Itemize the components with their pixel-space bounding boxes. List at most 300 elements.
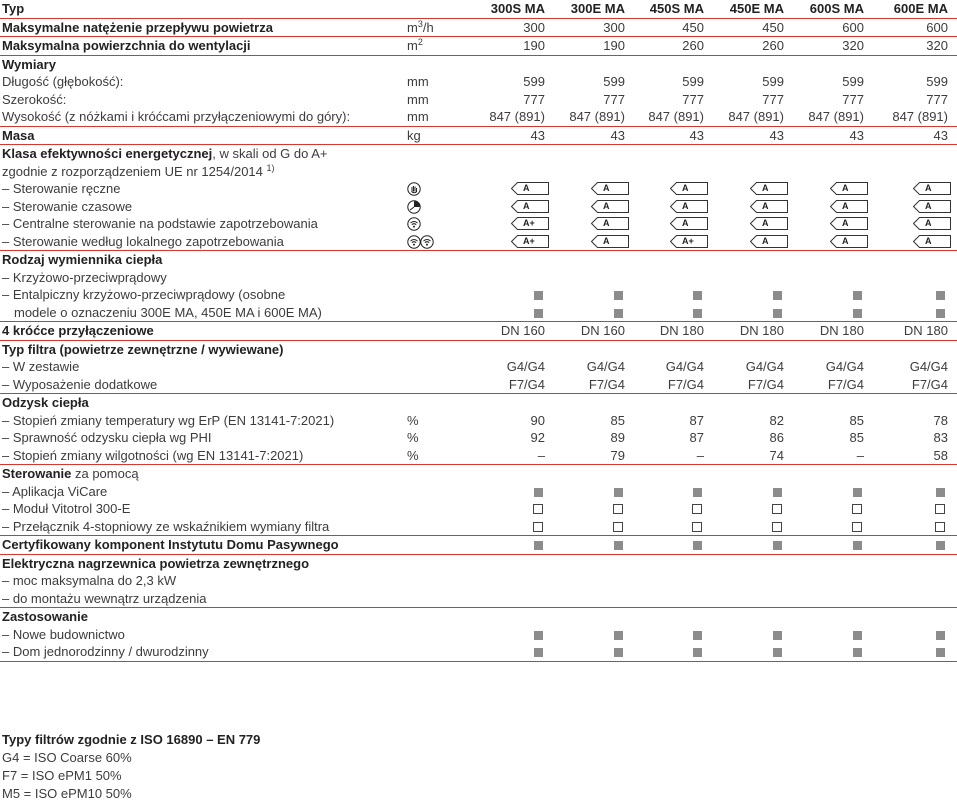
unit-exponent: 3 xyxy=(417,18,423,29)
value-cell: 847 (891) xyxy=(714,108,794,126)
filled-square-icon xyxy=(534,488,543,497)
empty-cell xyxy=(874,465,957,483)
empty-cell xyxy=(794,554,874,572)
energy-class-text: A xyxy=(762,200,769,211)
energy-label-icon xyxy=(913,217,951,230)
value-cell: 847 (891) xyxy=(475,108,555,126)
row-label: Wymiary xyxy=(2,56,56,72)
value-cell: 777 xyxy=(842,91,864,107)
unit-cell: mm xyxy=(407,91,429,107)
central-sensor-icon xyxy=(407,216,421,231)
unit-cell xyxy=(407,643,475,661)
row-label xyxy=(0,465,407,483)
value-cell: F7/G4 xyxy=(794,376,874,394)
empty-cell xyxy=(874,163,957,181)
filled-square-icon xyxy=(773,648,782,657)
row-label: modele o oznaczeniu 300E MA, 450E MA i 600E MA) xyxy=(0,304,407,322)
energy-class-text: A xyxy=(603,235,610,246)
unit-cell xyxy=(407,198,475,216)
mark-cell xyxy=(555,536,635,555)
unit-cell xyxy=(407,18,475,37)
exchanger-row xyxy=(0,304,957,322)
empty-cell xyxy=(475,608,555,626)
empty-cell xyxy=(475,251,555,269)
filter-iso-line: M5 = ISO ePM10 50% xyxy=(2,786,132,801)
dimensions-row xyxy=(0,91,957,109)
empty-square-icon xyxy=(852,504,862,514)
value-cell: 450 xyxy=(635,18,714,37)
energy-label-icon xyxy=(591,235,629,248)
mark-cell xyxy=(714,286,794,304)
row-label xyxy=(0,145,407,163)
empty-cell xyxy=(635,145,714,163)
row-label: – Nowe budownictwo xyxy=(2,626,125,642)
empty-cell xyxy=(407,340,475,358)
mark-cell xyxy=(475,518,555,536)
mark-cell xyxy=(874,286,957,304)
mark-cell xyxy=(874,518,957,536)
clock-control-icon xyxy=(407,199,421,214)
energy-cell xyxy=(635,215,714,233)
empty-cell xyxy=(635,465,714,483)
empty-cell xyxy=(555,163,635,181)
empty-cell xyxy=(714,145,794,163)
unit-cell: % xyxy=(407,430,419,445)
energy-class-text: A xyxy=(842,200,849,211)
empty-cell xyxy=(635,608,714,626)
row-label: – Centralne sterowanie na podstawie zapotrzebowania xyxy=(2,216,318,231)
filled-square-icon xyxy=(534,631,543,640)
value-cell: G4/G4 xyxy=(665,359,704,374)
energy-class-text: A xyxy=(603,218,610,228)
unit-cell xyxy=(407,518,475,536)
energy-label-icon xyxy=(670,200,708,213)
unit-cell: mm xyxy=(407,74,429,89)
energy-cell xyxy=(794,215,874,233)
value-cell: 89 xyxy=(610,430,625,445)
empty-cell xyxy=(407,554,475,572)
mark-cell xyxy=(555,269,635,287)
value-cell: F7/G4 xyxy=(555,376,635,394)
empty-square-icon xyxy=(692,522,702,532)
row-label: – Sterowanie ręczne xyxy=(2,181,121,196)
empty-cell xyxy=(714,465,794,483)
unit-base: m xyxy=(407,19,418,35)
row-label: Typ xyxy=(0,0,407,18)
footnote-ref: 1) xyxy=(266,162,275,173)
mark-cell xyxy=(794,536,874,555)
energy-subtitle: zgodnie z rozporządzeniem UE nr 1254/2014 xyxy=(2,163,263,179)
value-cell: 599 xyxy=(842,74,864,89)
empty-cell xyxy=(475,590,555,608)
energy-class-text: A xyxy=(762,183,769,193)
energy-label-icon xyxy=(913,200,951,213)
value-cell: 260 xyxy=(714,37,794,56)
filled-square-icon xyxy=(534,541,543,550)
control-title-bold: Sterowanie xyxy=(2,466,72,481)
unit-cell xyxy=(407,180,475,198)
row-label: Długość (głębokość): xyxy=(2,74,124,89)
mark-cell xyxy=(794,483,874,501)
value-cell: – xyxy=(475,447,555,465)
energy-class-text: A+ xyxy=(523,218,535,228)
empty-cell xyxy=(407,145,475,163)
empty-cell xyxy=(874,572,957,590)
value-cell: 599 xyxy=(603,74,625,89)
mark-cell xyxy=(555,518,635,536)
empty-square-icon xyxy=(533,522,543,532)
value-cell: 190 xyxy=(555,37,635,56)
value-cell: 86 xyxy=(769,430,784,445)
value-cell: 847 (891) xyxy=(555,108,635,126)
row-label: Maksymalne natężenie przepływu powietrza xyxy=(0,18,407,37)
control-row xyxy=(0,500,957,518)
empty-square-icon xyxy=(533,504,543,514)
unit-exponent: 2 xyxy=(417,37,423,47)
unit-cell xyxy=(407,215,475,233)
empty-cell xyxy=(635,163,714,181)
energy-row xyxy=(0,180,957,198)
heat-recovery-title-row xyxy=(0,394,957,412)
value-cell: 85 xyxy=(849,430,864,445)
row-label: Wysokość (z nóżkami i króćcami przyłączeniowymi do góry): xyxy=(0,108,407,126)
energy-class-text: A+ xyxy=(523,235,535,246)
filled-square-icon xyxy=(693,291,702,300)
energy-label-icon xyxy=(830,235,868,248)
value-cell: 300 xyxy=(555,18,635,37)
filled-square-icon xyxy=(534,309,543,318)
energy-class-text: A xyxy=(682,200,689,211)
row-label: – Sterowanie czasowe xyxy=(2,198,133,214)
filled-square-icon xyxy=(693,631,702,640)
mark-cell xyxy=(635,269,714,287)
local-sensor-icon xyxy=(407,234,435,249)
value-cell: DN 160 xyxy=(555,322,635,341)
value-cell: 43 xyxy=(714,126,794,145)
energy-cell xyxy=(475,180,555,198)
energy-cell xyxy=(874,198,957,216)
value-cell: 43 xyxy=(874,126,957,145)
empty-cell xyxy=(794,590,874,608)
mark-cell xyxy=(635,500,714,518)
value-cell: 92 xyxy=(530,430,545,445)
value-cell: 777 xyxy=(523,91,545,107)
energy-label-icon xyxy=(670,182,708,195)
empty-cell xyxy=(874,251,957,269)
mark-cell xyxy=(874,304,957,322)
energy-class-text: A xyxy=(925,200,932,211)
heat-recovery-row xyxy=(0,447,957,465)
filled-square-icon xyxy=(936,291,945,300)
control-row xyxy=(0,483,957,501)
empty-cell xyxy=(874,145,957,163)
value-cell: 599 xyxy=(926,74,948,89)
mark-cell xyxy=(794,643,874,661)
empty-cell xyxy=(475,55,555,73)
value-cell: 300 xyxy=(475,18,555,37)
energy-label-icon xyxy=(511,235,549,248)
energy-cell xyxy=(794,180,874,198)
energy-title-bold: Klasa efektywności energetycznej xyxy=(2,146,213,161)
mark-cell xyxy=(475,483,555,501)
energy-label-icon xyxy=(511,200,549,213)
row-label: – Krzyżowo-przeciwprądowy xyxy=(2,269,167,285)
row-label: Elektryczna nagrzewnica powietrza zewnętrznego xyxy=(2,555,310,571)
filter-row xyxy=(0,376,957,394)
heater-title-row xyxy=(0,554,957,572)
dimensions-row xyxy=(0,108,957,126)
mark-cell xyxy=(714,536,794,555)
energy-class-text: A xyxy=(925,218,932,228)
heat-recovery-row xyxy=(0,429,957,447)
energy-cell xyxy=(555,215,635,233)
filled-square-icon xyxy=(614,309,623,318)
value-cell: 599 xyxy=(762,74,784,89)
mark-cell xyxy=(794,269,874,287)
empty-cell xyxy=(794,608,874,626)
energy-class-text: A xyxy=(523,183,530,193)
energy-class-text: A xyxy=(842,218,849,228)
energy-cell xyxy=(714,198,794,216)
filled-square-icon xyxy=(853,648,862,657)
energy-class-text: A xyxy=(603,200,610,211)
heat-recovery-row xyxy=(0,412,957,430)
energy-subtitle-row xyxy=(0,163,957,181)
filled-square-icon xyxy=(773,309,782,318)
filled-square-icon xyxy=(773,541,782,550)
energy-cell xyxy=(475,215,555,233)
filled-square-icon xyxy=(853,309,862,318)
row-label xyxy=(0,163,407,181)
energy-class-text: A xyxy=(842,235,849,246)
filter-iso-title: Typy filtrów zgodnie z ISO 16890 – EN 779 xyxy=(2,732,261,747)
row-label: Zastosowanie xyxy=(2,609,88,624)
filled-square-icon xyxy=(773,291,782,300)
energy-cell xyxy=(555,180,635,198)
energy-cell xyxy=(714,215,794,233)
energy-cell xyxy=(635,198,714,216)
mark-cell xyxy=(874,500,957,518)
unit-cell xyxy=(407,286,475,304)
empty-cell xyxy=(874,340,957,358)
energy-cell xyxy=(635,233,714,251)
empty-cell xyxy=(794,145,874,163)
empty-square-icon xyxy=(852,522,862,532)
row-label: – Aplikacja ViCare xyxy=(2,483,108,499)
empty-cell xyxy=(874,608,957,626)
mark-cell xyxy=(475,500,555,518)
mass-row xyxy=(0,126,957,145)
empty-cell xyxy=(555,340,635,358)
mark-cell xyxy=(475,626,555,644)
filled-square-icon xyxy=(853,291,862,300)
empty-square-icon xyxy=(692,504,702,514)
filter-iso-legend xyxy=(2,731,260,803)
empty-cell xyxy=(714,55,794,73)
empty-cell xyxy=(794,465,874,483)
energy-label-icon xyxy=(591,200,629,213)
energy-label-icon xyxy=(830,217,868,230)
unit-cell xyxy=(407,304,475,322)
row-label: – Moduł Vitotrol 300-E xyxy=(2,501,131,516)
mark-cell xyxy=(475,269,555,287)
empty-cell xyxy=(635,394,714,412)
row-label: Certyfikowany komponent Instytutu Domu Pasywnego xyxy=(0,536,407,555)
row-label: – moc maksymalna do 2,3 kW xyxy=(2,573,177,588)
mark-cell xyxy=(635,518,714,536)
filled-square-icon xyxy=(614,648,623,657)
energy-label-icon xyxy=(830,200,868,213)
mark-cell xyxy=(635,643,714,661)
mark-cell xyxy=(794,500,874,518)
empty-cell xyxy=(794,251,874,269)
mark-cell xyxy=(794,286,874,304)
empty-cell xyxy=(555,465,635,483)
empty-cell xyxy=(475,394,555,412)
empty-cell xyxy=(714,554,794,572)
value-cell: 599 xyxy=(523,74,545,89)
energy-row xyxy=(0,198,957,216)
value-cell: DN 180 xyxy=(714,322,794,341)
filter-title-row xyxy=(0,340,957,358)
value-cell: 90 xyxy=(530,412,545,428)
row-label: – Wyposażenie dodatkowe xyxy=(0,376,407,394)
mark-cell xyxy=(635,626,714,644)
model-header: 300E MA xyxy=(555,0,635,18)
mark-cell xyxy=(475,643,555,661)
value-cell: – xyxy=(794,447,874,465)
row-label: Masa xyxy=(0,126,407,145)
energy-label-icon xyxy=(750,182,788,195)
energy-label-icon xyxy=(511,217,549,230)
empty-cell xyxy=(635,340,714,358)
energy-class-text: A xyxy=(842,183,849,193)
energy-label-icon xyxy=(591,217,629,230)
empty-cell xyxy=(407,55,475,73)
model-header: 600E MA xyxy=(874,0,957,18)
energy-row xyxy=(0,233,957,251)
filter-iso-line: F7 = ISO ePM1 50% xyxy=(2,768,122,783)
energy-cell xyxy=(635,180,714,198)
filled-square-icon xyxy=(936,309,945,318)
empty-cell xyxy=(635,251,714,269)
mark-cell xyxy=(555,483,635,501)
empty-cell xyxy=(555,55,635,73)
airflow-row xyxy=(0,18,957,37)
value-cell: 43 xyxy=(794,126,874,145)
value-cell: 85 xyxy=(610,412,625,428)
filled-square-icon xyxy=(853,631,862,640)
value-cell: F7/G4 xyxy=(475,376,555,394)
mark-cell xyxy=(714,304,794,322)
hand-control-icon xyxy=(407,181,421,196)
empty-cell xyxy=(874,554,957,572)
empty-cell xyxy=(714,572,794,590)
value-cell: 847 (891) xyxy=(635,108,714,126)
unit-cell xyxy=(407,322,475,341)
empty-cell xyxy=(555,572,635,590)
exchanger-row xyxy=(0,286,957,304)
unit-cell xyxy=(407,37,475,56)
empty-cell xyxy=(794,55,874,73)
mark-cell xyxy=(714,518,794,536)
empty-cell xyxy=(555,554,635,572)
empty-cell xyxy=(407,590,475,608)
empty-cell xyxy=(794,394,874,412)
filled-square-icon xyxy=(936,541,945,550)
unit-cell xyxy=(407,0,475,18)
empty-cell xyxy=(475,340,555,358)
energy-label-icon xyxy=(591,182,629,195)
filled-square-icon xyxy=(693,541,702,550)
energy-label-icon xyxy=(750,200,788,213)
filled-square-icon xyxy=(773,488,782,497)
empty-cell xyxy=(714,340,794,358)
energy-class-text: A xyxy=(762,235,769,246)
energy-label-icon xyxy=(750,217,788,230)
filled-square-icon xyxy=(614,488,623,497)
energy-label-icon xyxy=(670,235,708,248)
value-cell: G4/G4 xyxy=(909,359,948,374)
empty-cell xyxy=(635,55,714,73)
filled-square-icon xyxy=(614,541,623,550)
unit-tail: /h xyxy=(422,19,434,35)
empty-cell xyxy=(555,394,635,412)
unit-cell xyxy=(407,626,475,644)
value-cell: DN 180 xyxy=(794,322,874,341)
application-title-row xyxy=(0,608,957,626)
exchanger-row xyxy=(0,269,957,287)
filled-square-icon xyxy=(693,648,702,657)
mark-cell xyxy=(874,483,957,501)
value-cell: 87 xyxy=(689,430,704,445)
value-cell: 847 (891) xyxy=(874,108,957,126)
unit-cell xyxy=(407,536,475,555)
energy-label-icon xyxy=(511,182,549,195)
empty-cell xyxy=(555,590,635,608)
control-row xyxy=(0,518,957,536)
mark-cell xyxy=(555,626,635,644)
value-cell: 58 xyxy=(874,447,957,465)
row-label: 4 króćce przyłączeniowe xyxy=(0,322,407,341)
control-title-row xyxy=(0,465,957,483)
energy-class-text: A xyxy=(523,200,530,211)
model-header: 450E MA xyxy=(714,0,794,18)
value-cell: 847 (891) xyxy=(794,108,874,126)
mark-cell xyxy=(475,536,555,555)
empty-cell xyxy=(874,394,957,412)
application-row xyxy=(0,643,957,661)
empty-cell xyxy=(475,145,555,163)
mark-cell xyxy=(635,536,714,555)
empty-cell xyxy=(407,251,475,269)
row-label: – Sprawność odzysku ciepła wg PHI xyxy=(2,430,212,445)
filled-square-icon xyxy=(936,648,945,657)
value-cell: 190 xyxy=(475,37,555,56)
empty-square-icon xyxy=(613,522,623,532)
energy-cell xyxy=(874,180,957,198)
mark-cell xyxy=(874,536,957,555)
row-label: Rodzaj wymiennika ciepła xyxy=(2,252,163,267)
row-label: – do montażu wewnątrz urządzenia xyxy=(0,590,407,608)
unit-base: m xyxy=(407,38,418,53)
value-cell: 600 xyxy=(874,18,957,37)
mark-cell xyxy=(794,304,874,322)
empty-square-icon xyxy=(772,504,782,514)
energy-cell xyxy=(794,198,874,216)
mark-cell xyxy=(714,626,794,644)
value-cell: 82 xyxy=(769,412,784,428)
